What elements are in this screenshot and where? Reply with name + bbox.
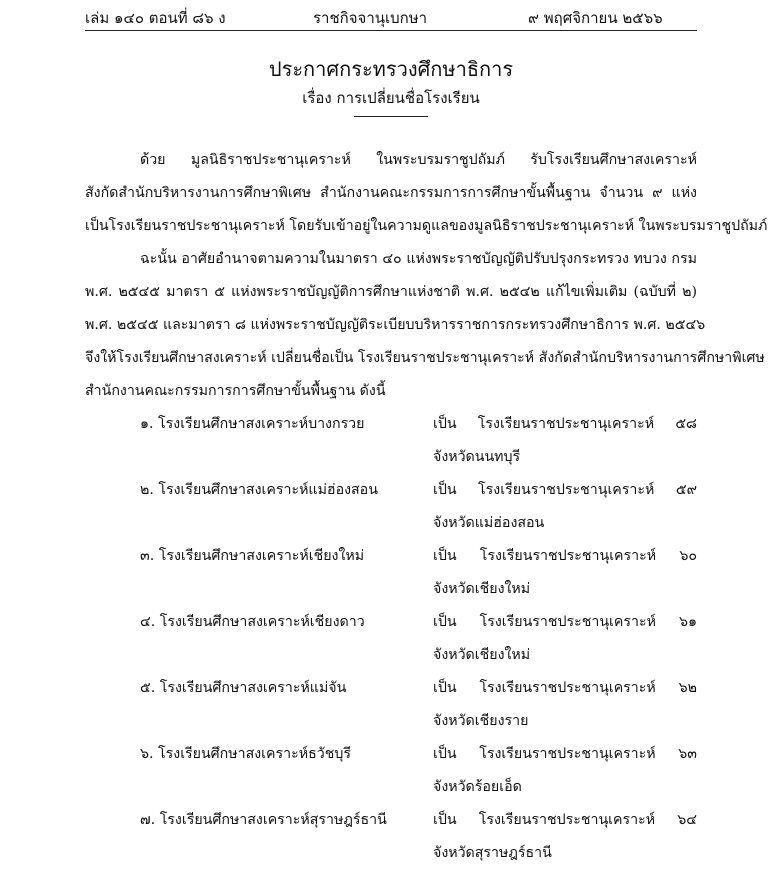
- list-item-province: จังหวัดเชียงใหม่: [433, 647, 531, 663]
- list-item-new-name: เป็น โรงเรียนราชประชานุเคราะห์ ๖๓: [433, 746, 697, 762]
- list-item-new-name: เป็น โรงเรียนราชประชานุเคราะห์ ๖๒: [433, 680, 697, 696]
- list-item-province: จังหวัดนนทบุรี: [433, 449, 521, 465]
- body-line: สำนักงานคณะกรรมการการศึกษาขั้นพื้นฐาน ดังนี้: [85, 383, 386, 399]
- list-item-new-name: เป็น โรงเรียนราชประชานุเคราะห์ ๖๔: [433, 812, 697, 828]
- body-line: พ.ศ. ๒๕๔๕ มาตรา ๕ แห่งพระราชบัญญัติการศึกษาแห่งชาติ พ.ศ. ๒๕๔๒ แก้ไขเพิ่มเติม (ฉบับที่ ๒): [85, 284, 697, 300]
- list-item-new-name: เป็น โรงเรียนราชประชานุเคราะห์ ๖๐: [433, 548, 697, 564]
- list-item-new-name: เป็น โรงเรียนราชประชานุเคราะห์ ๕๘: [433, 416, 697, 432]
- list-item-old-name: ๖. โรงเรียนศึกษาสงเคราะห์ธวัชบุรี: [140, 746, 351, 762]
- body-line: จึงให้โรงเรียนศึกษาสงเคราะห์ เปลี่ยนชื่อเป็น โรงเรียนราชประชานุเคราะห์ สังกัดสำนักบริหารงานการศึกษาพิเศษ: [85, 350, 765, 366]
- list-item-province: จังหวัดสุราษฎร์ธานี: [433, 845, 552, 861]
- body-line: เป็นโรงเรียนราชประชานุเคราะห์ โดยรับเข้าอยู่ในความดูแลของมูลนิธิราชประชานุเคราะห์ ในพระบรมราชูปถัมภ์: [85, 218, 768, 234]
- gazette-volume-issue: เล่ม ๑๔๐ ตอนที่ ๘๖ ง: [85, 9, 226, 27]
- document-title: ประกาศกระทรวงศึกษาธิการ: [268, 57, 514, 81]
- list-item-province: จังหวัดร้อยเอ็ด: [433, 779, 522, 795]
- document-subject: เรื่อง การเปลี่ยนชื่อโรงเรียน: [302, 89, 480, 107]
- list-item-new-name: เป็น โรงเรียนราชประชานุเคราะห์ ๖๑: [433, 614, 697, 630]
- body-line: ฉะนั้น อาศัยอำนาจตามความในมาตรา ๔๐ แห่งพระราชบัญญัติปรับปรุงกระทรวง ทบวง กรม: [140, 251, 697, 267]
- gazette-date: ๙ พฤศจิกายน ๒๕๖๖: [528, 9, 663, 27]
- body-line: พ.ศ. ๒๕๔๕ และมาตรา ๘ แห่งพระราชบัญญัติระเบียบบริหารราชการกระทรวงศึกษาธิการ พ.ศ. ๒๕๔๖: [85, 317, 706, 333]
- header-divider: [85, 30, 697, 31]
- list-item-old-name: ๔. โรงเรียนศึกษาสงเคราะห์เชียงดาว: [140, 614, 365, 630]
- list-item-old-name: ๕. โรงเรียนศึกษาสงเคราะห์แม่จัน: [140, 680, 347, 696]
- list-item-province: จังหวัดเชียงราย: [433, 713, 529, 729]
- list-item-new-name: เป็น โรงเรียนราชประชานุเคราะห์ ๕๙: [433, 482, 697, 498]
- list-item-old-name: ๓. โรงเรียนศึกษาสงเคราะห์เชียงใหม่: [140, 548, 365, 564]
- list-item-old-name: ๑. โรงเรียนศึกษาสงเคราะห์บางกรวย: [140, 416, 365, 432]
- list-item-old-name: ๗. โรงเรียนศึกษาสงเคราะห์สุราษฎร์ธานี: [140, 812, 387, 828]
- subject-underline: [354, 116, 428, 117]
- list-item-old-name: ๒. โรงเรียนศึกษาสงเคราะห์แม่ฮ่องสอน: [140, 482, 378, 498]
- gazette-name: ราชกิจจานุเบกษา: [313, 9, 428, 27]
- body-line: สังกัดสำนักบริหารงานการศึกษาพิเศษ สำนักงานคณะกรรมการการศึกษาขั้นพื้นฐาน จำนวน ๙ แห่ง: [85, 185, 697, 201]
- list-item-province: จังหวัดเชียงใหม่: [433, 581, 531, 597]
- body-line: ด้วย มูลนิธิราชประชานุเคราะห์ ในพระบรมราชูปถัมภ์ รับโรงเรียนศึกษาสงเคราะห์: [140, 152, 697, 168]
- list-item-province: จังหวัดแม่ฮ่องสอน: [433, 515, 545, 531]
